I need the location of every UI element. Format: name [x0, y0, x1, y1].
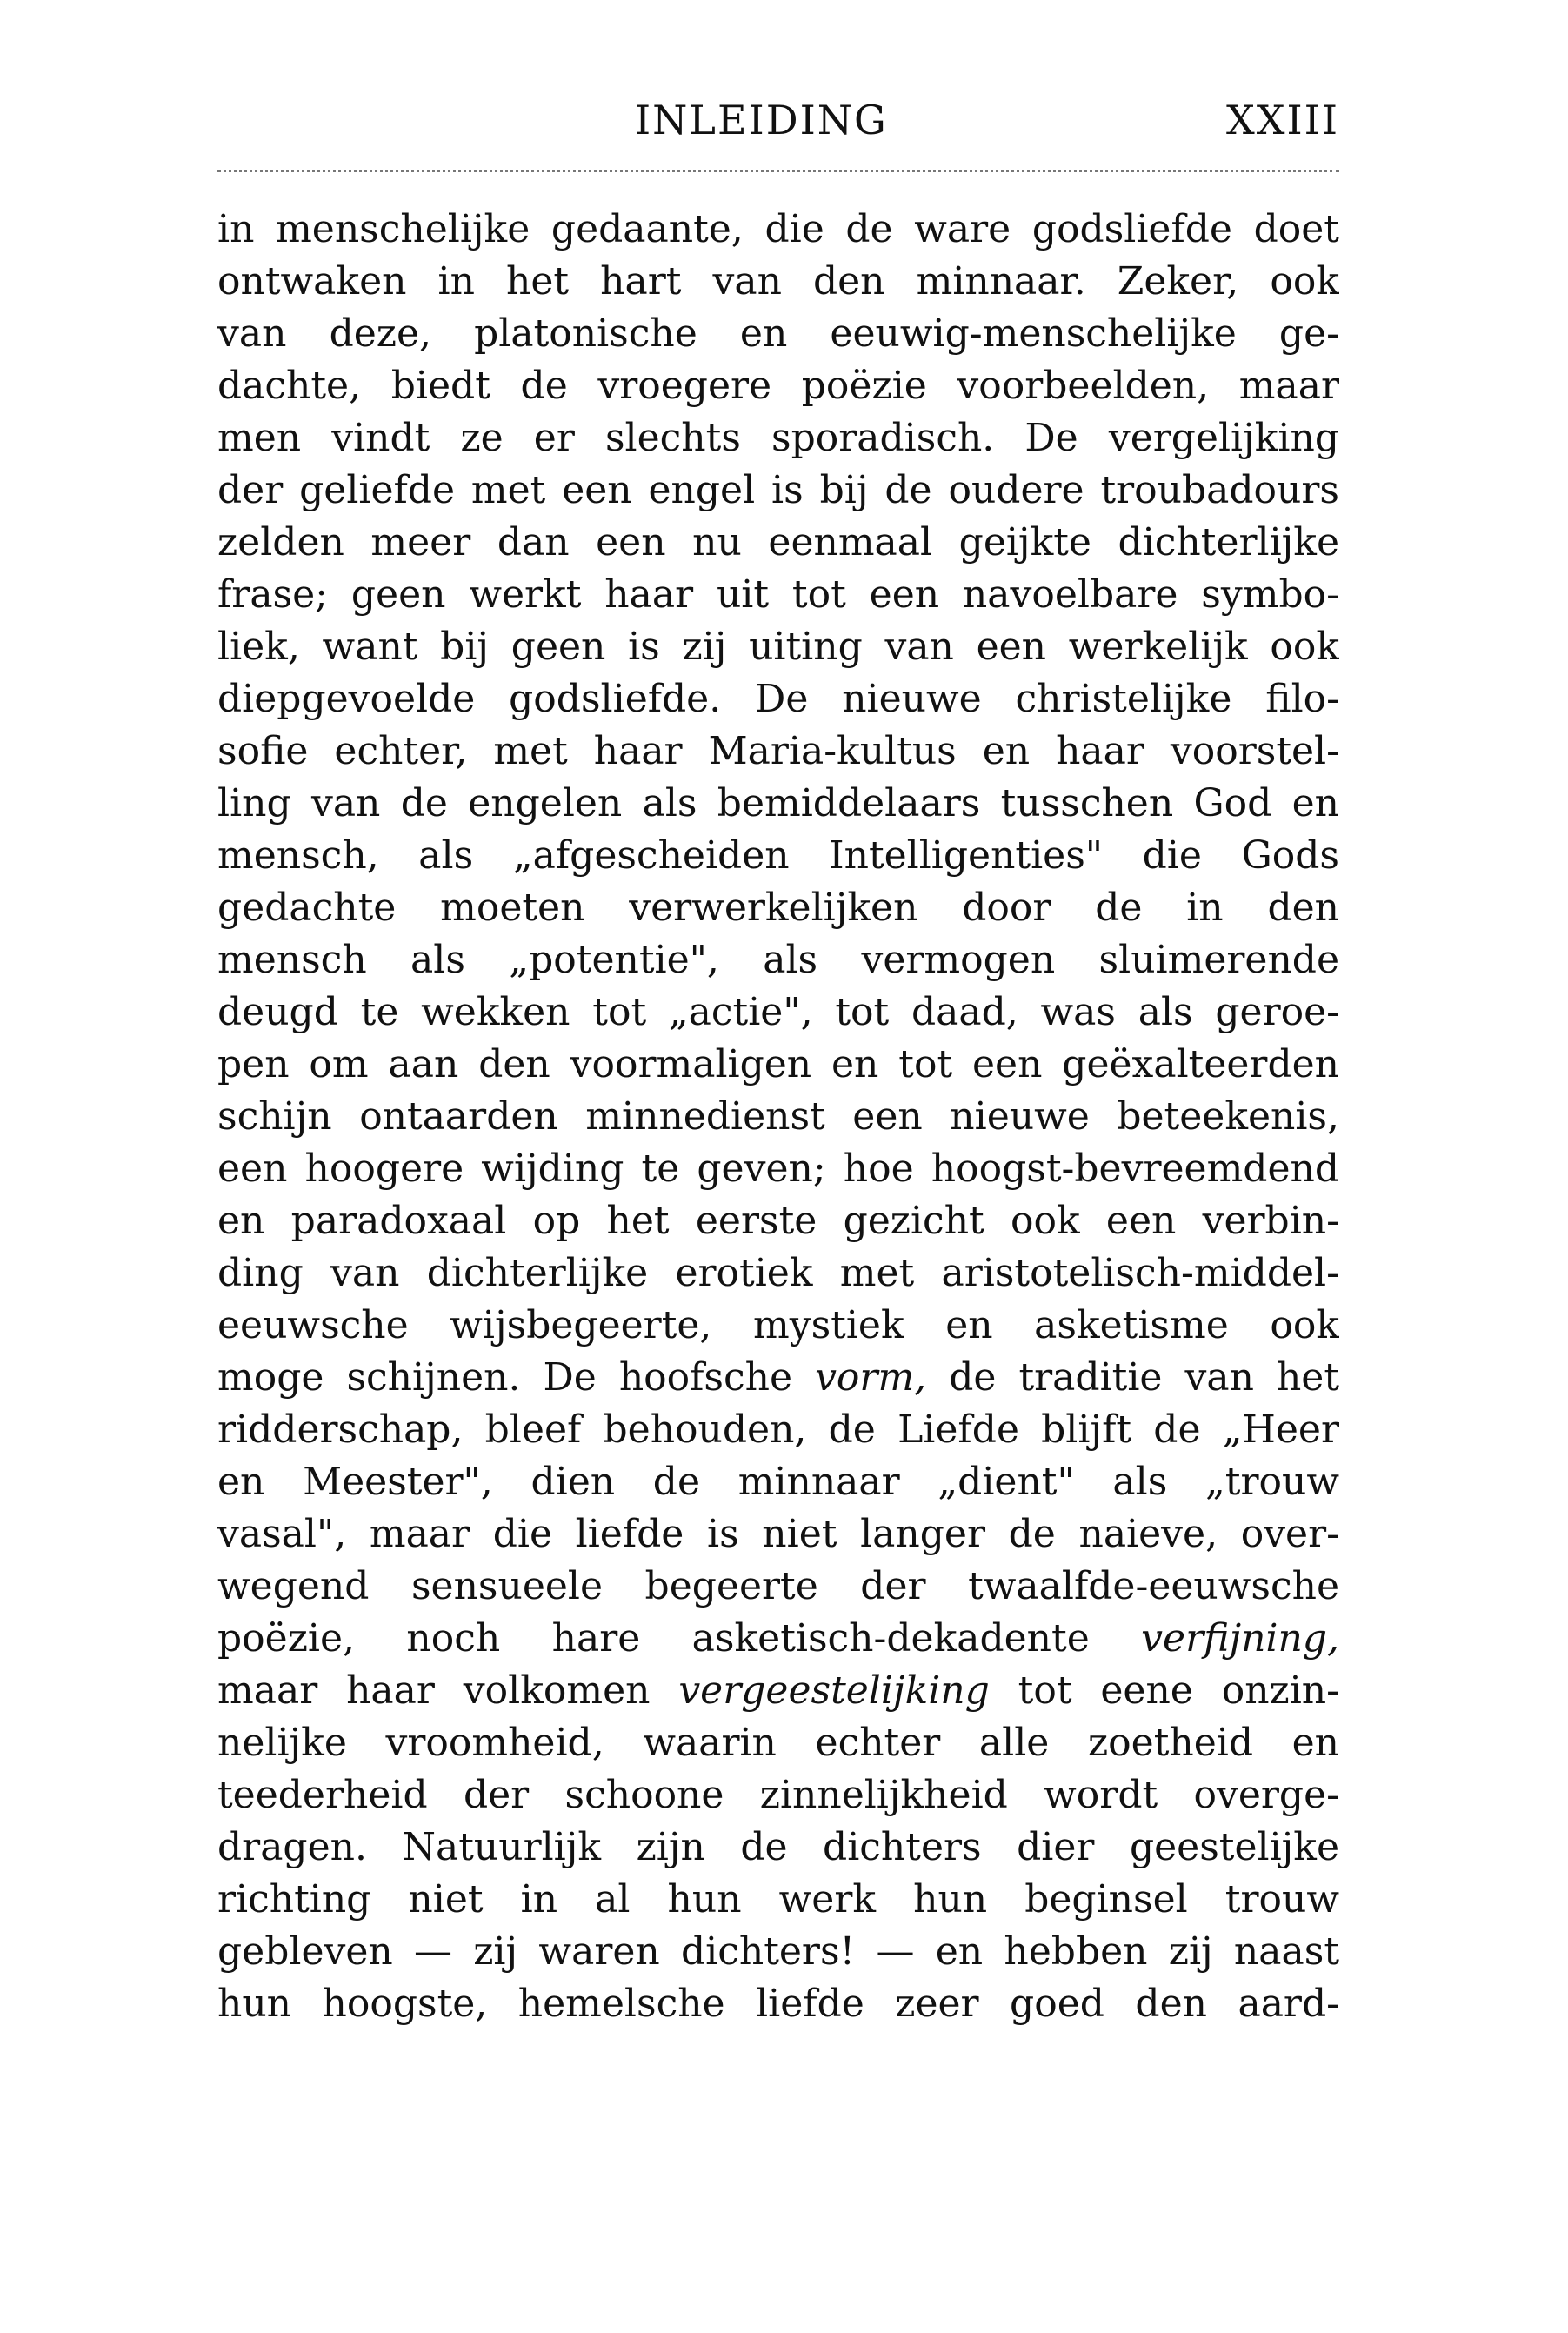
text-segment: maar haar volkomen: [217, 1668, 679, 1713]
text-line: gedachte moeten verwerkelijken door de in den: [217, 886, 1339, 930]
body-text: [217, 204, 1339, 2030]
text-line: sofie echter, met haar Maria-kultus en haar voorstel-: [217, 729, 1339, 773]
running-header: [217, 94, 1339, 155]
text-line: van deze, platonische en eeuwig-menschelijke ge-: [217, 311, 1339, 356]
text-segment: de traditie van het: [926, 1355, 1339, 1400]
page-number: XXIII: [1225, 97, 1339, 144]
text-segment: moge schijnen. De hoofsche: [217, 1355, 816, 1400]
header-title: INLEIDING: [635, 97, 888, 144]
text-line: dragen. Natuurlijk zijn de dichters dier geestelijke: [217, 1825, 1339, 1869]
text-line: [217, 1613, 1339, 1665]
text-line: deugd te wekken tot „actie", tot daad, was als geroe-: [217, 990, 1339, 1034]
italic-text: verfijning,: [1141, 1616, 1339, 1661]
text-line: vasal", maar die liefde is niet langer de naieve, over-: [217, 1512, 1339, 1556]
text-line: hun hoogste, hemelsche liefde zeer goed den aard-: [217, 1982, 1339, 2026]
text-line: een hoogere wijding te geven; hoe hoogst-bevreemdend: [217, 1146, 1339, 1191]
text-line: richting niet in al hun werk hun beginsel trouw: [217, 1877, 1339, 1922]
text-line: teederheid der schoone zinnelijkheid wordt overge-: [217, 1773, 1339, 1817]
text-line: ling van de engelen als bemiddelaars tusschen God en: [217, 781, 1339, 826]
italic-text: vergeestelijking: [678, 1668, 990, 1713]
text-line: frase; geen werkt haar uit tot een navoelbare symbo-: [217, 572, 1339, 617]
text-line: pen om aan den voormaligen en tot een geëxalteerden: [217, 1042, 1339, 1086]
text-line: wegend sensueele begeerte der twaalfde-eeuwsche: [217, 1564, 1339, 1608]
text-line: [217, 1352, 1339, 1404]
text-segment: poëzie, noch hare asketisch-dekadente: [217, 1616, 1142, 1661]
text-line: ridderschap, bleef behouden, de Liefde blijft de „Heer: [217, 1407, 1339, 1452]
header-divider: [217, 170, 1339, 172]
text-segment: tot eene onzin-: [989, 1668, 1339, 1713]
text-line: mensch als „potentie", als vermogen sluimerende: [217, 938, 1339, 982]
text-line: diepgevoelde godsliefde. De nieuwe christelijke filo-: [217, 677, 1339, 721]
italic-text: vorm,: [815, 1355, 927, 1400]
text-line: dachte, biedt de vroegere poëzie voorbeelden, maar: [217, 364, 1339, 408]
text-line: nelijke vroomheid, waarin echter alle zoetheid en: [217, 1721, 1339, 1765]
text-line: ontwaken in het hart van den minnaar. Zeker, ook: [217, 259, 1339, 304]
text-line: gebleven — zij waren dichters! — en hebben zij naast: [217, 1929, 1339, 1974]
text-line: in menschelijke gedaante, die de ware godsliefde doet: [217, 207, 1339, 251]
text-line: mensch, als „afgescheiden Intelligenties" die Gods: [217, 833, 1339, 878]
text-line: en Meester", dien de minnaar „dient" als „trouw: [217, 1460, 1339, 1504]
text-line: der geliefde met een engel is bij de oudere troubadours: [217, 468, 1339, 512]
text-line: ding van dichterlijke erotiek met aristotelisch-middel-: [217, 1251, 1339, 1295]
text-line: [217, 1665, 1339, 1717]
text-line: zelden meer dan een nu eenmaal geijkte dichterlijke: [217, 520, 1339, 565]
text-line: men vindt ze er slechts sporadisch. De vergelijking: [217, 416, 1339, 460]
text-line: liek, want bij geen is zij uiting van een werkelijk ook: [217, 625, 1339, 669]
text-line: schijn ontaarden minnedienst een nieuwe beteekenis,: [217, 1094, 1339, 1139]
text-line: en paradoxaal op het eerste gezicht ook een verbin-: [217, 1199, 1339, 1243]
text-line: eeuwsche wijsbegeerte, mystiek en asketisme ook: [217, 1303, 1339, 1347]
